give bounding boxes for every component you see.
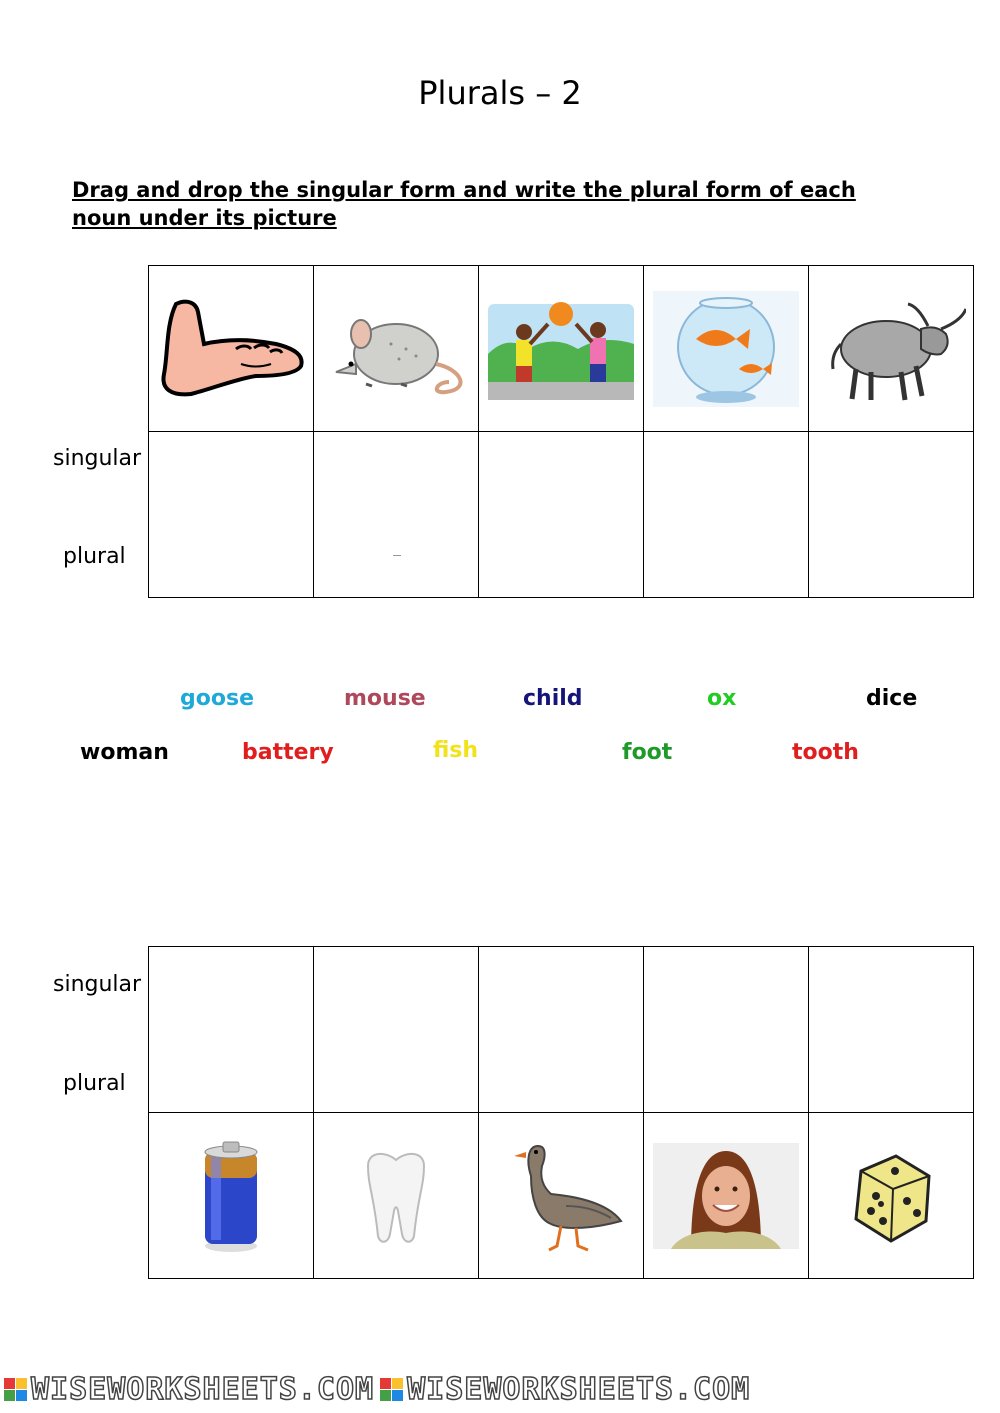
answer-cell-7[interactable] (314, 947, 479, 1113)
word-ox[interactable]: ox (707, 686, 737, 711)
word-dice[interactable]: dice (866, 686, 918, 711)
picture-cell-mouse (314, 266, 479, 432)
logo-icon (380, 1378, 403, 1401)
footer-branding (0, 1370, 1000, 1408)
word-child[interactable]: child (523, 686, 583, 711)
brand-2 (380, 1372, 750, 1407)
brand-text: WISEWORKSHEETS.COM (407, 1371, 751, 1407)
brand-text: WISEWORKSHEETS.COM (31, 1371, 375, 1407)
answer-cell-9[interactable] (644, 947, 809, 1113)
answer-cell-1[interactable] (149, 432, 314, 598)
page-title: Plurals – 2 (418, 74, 582, 112)
picture-cell-dice (809, 1113, 974, 1279)
stray-mark (393, 555, 401, 556)
word-mouse[interactable]: mouse (344, 686, 426, 711)
picture-cell-children (479, 266, 644, 432)
answer-cell-5[interactable] (809, 432, 974, 598)
answer-cell-8[interactable] (479, 947, 644, 1113)
foot-icon (156, 294, 306, 404)
singular-label-bottom: singular (53, 972, 142, 997)
picture-cell-foot (149, 266, 314, 432)
tooth-icon (356, 1146, 436, 1246)
picture-cell-tooth (314, 1113, 479, 1279)
word-tooth[interactable]: tooth (792, 740, 859, 765)
dice-icon (841, 1141, 941, 1251)
top-table (148, 265, 974, 598)
answer-cell-2[interactable] (314, 432, 479, 598)
children-playing-icon (486, 294, 636, 404)
logo-icon (4, 1378, 27, 1401)
word-foot[interactable]: foot (622, 740, 673, 765)
plural-label-bottom: plural (63, 1071, 126, 1096)
picture-cell-ox (809, 266, 974, 432)
answer-cell-6[interactable] (149, 947, 314, 1113)
brand-1 (4, 1372, 374, 1407)
answer-cell-4[interactable] (644, 432, 809, 598)
singular-label: singular (53, 446, 142, 471)
picture-cell-woman (644, 1113, 809, 1279)
word-woman[interactable]: woman (80, 740, 169, 765)
ox-icon (816, 284, 966, 414)
bottom-table (148, 946, 974, 1279)
woman-icon (651, 1141, 801, 1251)
goose-icon (496, 1136, 626, 1256)
picture-cell-goose (479, 1113, 644, 1279)
picture-cell-fish (644, 266, 809, 432)
word-goose[interactable]: goose (180, 686, 254, 711)
plural-label: plural (63, 544, 126, 569)
answer-cell-10[interactable] (809, 947, 974, 1113)
mouse-icon (321, 294, 471, 404)
picture-cell-battery (149, 1113, 314, 1279)
instructions: Drag and drop the singular form and write the plural form of each noun under its picture (72, 178, 856, 230)
fish-bowl-icon (651, 289, 801, 409)
answer-cell-3[interactable] (479, 432, 644, 598)
word-battery[interactable]: battery (242, 740, 334, 765)
battery-icon (191, 1136, 271, 1256)
word-fish[interactable]: fish (433, 738, 479, 763)
